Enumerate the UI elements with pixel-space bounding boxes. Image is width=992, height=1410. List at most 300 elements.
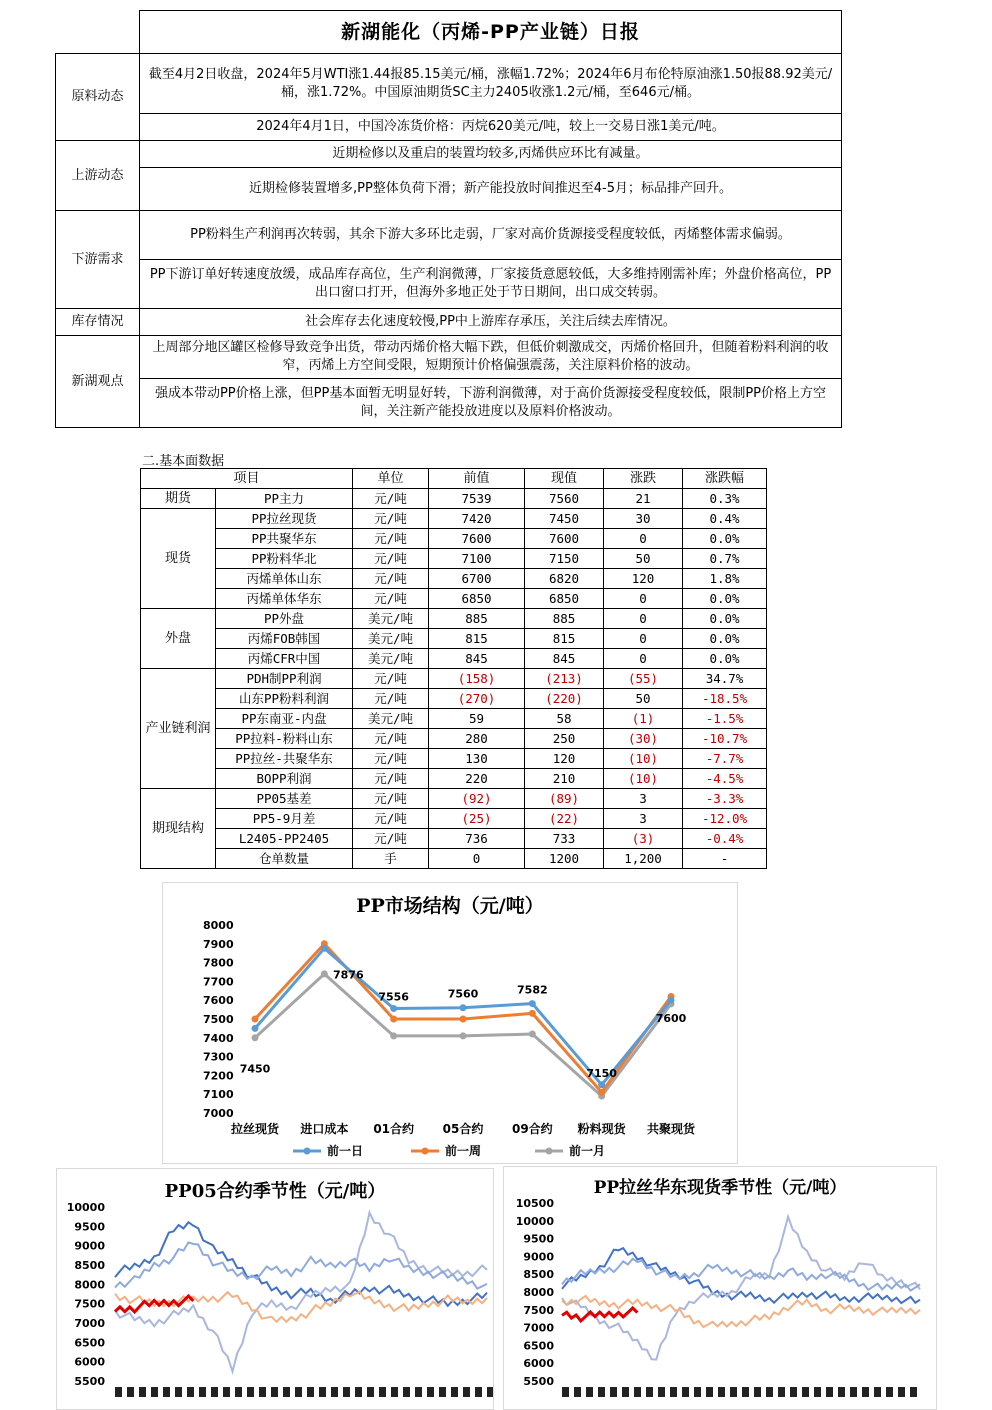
- header-unit: 单位: [353, 469, 429, 489]
- group-label: 期现结构: [141, 789, 216, 869]
- row-prev: 7420: [429, 509, 525, 529]
- y-tick-label: 7000: [523, 1321, 554, 1335]
- row-prev: (270): [429, 689, 525, 709]
- y-tick-label: 7300: [203, 1050, 234, 1064]
- row-unit: 元/吨: [353, 809, 429, 829]
- row-unit: 元/吨: [353, 569, 429, 589]
- table-row: [141, 729, 767, 749]
- table-row: [141, 749, 767, 769]
- row-prev: 7539: [429, 489, 525, 509]
- y-tick-label: 8000: [74, 1278, 105, 1292]
- row-change: (55): [604, 669, 683, 689]
- row-curr: (89): [525, 789, 604, 809]
- x-tick-mark: [271, 1387, 278, 1397]
- x-tick-mark: [151, 1387, 158, 1397]
- row-prev: 845: [429, 649, 525, 669]
- x-tick-mark: [790, 1387, 797, 1397]
- x-tick-label: 粉料现货: [577, 1122, 626, 1136]
- data-label: 7600: [655, 1012, 687, 1026]
- table-header-row: [141, 469, 767, 489]
- y-tick-label: 8500: [74, 1259, 105, 1272]
- y-tick-label: 8000: [523, 1286, 554, 1299]
- x-tick-mark: [862, 1387, 869, 1397]
- row-change: 3: [604, 809, 683, 829]
- series-point: [668, 997, 675, 1004]
- y-tick-label: 9000: [523, 1250, 554, 1264]
- row-change-pct: -: [683, 849, 767, 869]
- x-tick-mark: [187, 1387, 194, 1397]
- x-tick-label: 09合约: [511, 1122, 553, 1136]
- series-point: [390, 1005, 397, 1012]
- row-change-pct: -1.5%: [683, 709, 767, 729]
- x-tick-mark: [814, 1387, 821, 1397]
- row-change-pct: -10.7%: [683, 729, 767, 749]
- group-label: 期货: [141, 489, 216, 509]
- legend-swatch-point: [304, 1148, 311, 1155]
- x-tick-mark: [463, 1387, 470, 1397]
- row-unit: 元/吨: [353, 749, 429, 769]
- row-prev: 59: [429, 709, 525, 729]
- row-unit: 元/吨: [353, 669, 429, 689]
- header-change-pct: 涨跌幅: [683, 469, 767, 489]
- season-line-4: [562, 1308, 637, 1321]
- y-tick-label: 7800: [203, 956, 234, 970]
- row-change: 1,200: [604, 849, 683, 869]
- row-curr: 6820: [525, 569, 604, 589]
- y-tick-label: 6000: [523, 1357, 554, 1371]
- row-change: 120: [604, 569, 683, 589]
- row-curr: 58: [525, 709, 604, 729]
- table-row: [141, 689, 767, 709]
- upstream-text-2: 近期检修装置增多,PP整体负荷下滑；新产能投放时间推迟至4-5月；标品排产回升。: [140, 168, 842, 211]
- row-change: 3: [604, 789, 683, 809]
- x-tick-mark: [415, 1387, 422, 1397]
- series-point: [390, 1016, 397, 1023]
- season-line-2: [115, 1242, 487, 1288]
- x-tick-mark: [427, 1387, 434, 1397]
- x-tick-mark: [115, 1387, 122, 1397]
- row-change: 0: [604, 609, 683, 629]
- x-tick-mark: [718, 1387, 725, 1397]
- x-tick-mark: [874, 1387, 881, 1397]
- row-curr: 210: [525, 769, 604, 789]
- legend-label: 前一日: [327, 1144, 364, 1158]
- y-tick-label: 7600: [203, 994, 234, 1008]
- x-tick-mark: [403, 1387, 410, 1397]
- x-tick-mark: [163, 1387, 170, 1397]
- row-unit: 美元/吨: [353, 629, 429, 649]
- x-tick-mark: [574, 1387, 581, 1397]
- market-structure-plot: [163, 883, 737, 1163]
- row-change-pct: -7.7%: [683, 749, 767, 769]
- fundamentals-section-title: 二.基本面数据: [142, 454, 225, 469]
- data-label: 7150: [586, 1066, 617, 1080]
- y-tick-label: 7000: [203, 1107, 234, 1120]
- row-change: 50: [604, 549, 683, 569]
- row-unit: 元/吨: [353, 529, 429, 549]
- series-point: [460, 1004, 467, 1011]
- y-tick-label: 7400: [203, 1031, 234, 1045]
- row-curr: 7450: [525, 509, 604, 529]
- x-tick-label: 进口成本: [300, 1122, 349, 1136]
- x-tick-mark: [367, 1387, 374, 1397]
- table-row: [141, 569, 767, 589]
- data-label: 7582: [517, 983, 548, 997]
- y-tick-label: 8500: [523, 1268, 554, 1282]
- row-change-pct: -12.0%: [683, 809, 767, 829]
- y-tick-label: 7500: [203, 1013, 234, 1026]
- x-tick-mark: [235, 1387, 242, 1397]
- viewpoint-text-1: 上周部分地区罐区检修导致竞争出货，带动丙烯价格大幅下跌，但低价刺激成交，丙烯价格回升，但随着粉料利润的收窄，丙烯上方空间受限，短期预计价格偏强震荡，关注原料价格的波动。: [140, 336, 842, 379]
- header-curr: 现值: [525, 469, 604, 489]
- x-tick-mark: [754, 1387, 761, 1397]
- row-change-pct: 0.0%: [683, 589, 767, 609]
- x-tick-mark: [319, 1387, 326, 1397]
- x-tick-mark: [766, 1387, 773, 1397]
- row-unit: 元/吨: [353, 489, 429, 509]
- x-tick-mark: [742, 1387, 749, 1397]
- y-tick-label: 10000: [66, 1201, 105, 1214]
- x-tick-mark: [730, 1387, 737, 1397]
- x-tick-mark: [706, 1387, 713, 1397]
- row-curr: 6850: [525, 589, 604, 609]
- x-tick-mark: [586, 1387, 593, 1397]
- x-tick-mark: [658, 1387, 665, 1397]
- row-prev: 0: [429, 849, 525, 869]
- row-prev: 6850: [429, 589, 525, 609]
- row-change: (10): [604, 769, 683, 789]
- pp-raffia-seasonality-chart-title: PP拉丝华东现货季节性（元/吨）: [593, 1178, 847, 1198]
- fundamentals-table: [140, 468, 767, 869]
- pp05-seasonality-chart-title: PP05合约季节性（元/吨）: [164, 1181, 386, 1202]
- x-tick-mark: [562, 1387, 569, 1397]
- row-unit: 手: [353, 849, 429, 869]
- table-row: [141, 709, 767, 729]
- row-curr: 120: [525, 749, 604, 769]
- x-tick-mark: [670, 1387, 677, 1397]
- table-row: [141, 629, 767, 649]
- y-tick-label: 10000: [515, 1214, 554, 1228]
- row-change: (10): [604, 749, 683, 769]
- y-tick-label: 7100: [203, 1088, 234, 1102]
- y-tick-label: 7500: [74, 1297, 105, 1311]
- section-head-viewpoint: 新湖观点: [56, 336, 140, 428]
- row-unit: 元/吨: [353, 689, 429, 709]
- data-label: 7450: [239, 1062, 271, 1076]
- pp05-seasonality-plot: [57, 1169, 493, 1409]
- row-prev: 280: [429, 729, 525, 749]
- row-change: (3): [604, 829, 683, 849]
- x-tick-mark: [259, 1387, 266, 1397]
- y-tick-label: 6500: [523, 1339, 554, 1353]
- data-label: 7560: [447, 987, 479, 1001]
- x-tick-mark: [910, 1387, 917, 1397]
- header-item: 项目: [141, 469, 353, 489]
- row-change: 21: [604, 489, 683, 509]
- y-tick-label: 6000: [74, 1355, 105, 1369]
- x-tick-mark: [622, 1387, 629, 1397]
- row-change: 30: [604, 509, 683, 529]
- row-item: BOPP利润: [216, 769, 353, 789]
- row-unit: 美元/吨: [353, 649, 429, 669]
- daily-report-table: [55, 10, 842, 428]
- legend-label: 前一周: [445, 1144, 482, 1158]
- table-row: [141, 649, 767, 669]
- header-change: 涨跌: [604, 469, 683, 489]
- x-tick-mark: [610, 1387, 617, 1397]
- group-label: 现货: [141, 509, 216, 609]
- row-change-pct: 1.8%: [683, 569, 767, 589]
- y-tick-label: 7900: [203, 937, 234, 951]
- market-structure-chart-title: PP市场结构（元/吨）: [356, 895, 544, 917]
- series-point: [529, 1000, 536, 1007]
- series-point: [460, 1032, 467, 1039]
- series-point: [598, 1089, 605, 1096]
- data-label: 7556: [378, 990, 409, 1004]
- row-change: 0: [604, 589, 683, 609]
- pp05-seasonality-chart: [56, 1168, 494, 1410]
- table-row: [141, 849, 767, 869]
- row-prev: (25): [429, 809, 525, 829]
- section-head-inventory: 库存情况: [56, 309, 140, 336]
- row-change-pct: -18.5%: [683, 689, 767, 709]
- y-tick-label: 7000: [74, 1317, 105, 1330]
- row-change: (1): [604, 709, 683, 729]
- x-tick-mark: [175, 1387, 182, 1397]
- season-line-3: [115, 1292, 487, 1322]
- row-change-pct: 0.0%: [683, 529, 767, 549]
- series-point: [252, 1025, 259, 1032]
- table-row: [141, 609, 767, 629]
- row-item: PP拉丝-共聚华东: [216, 749, 353, 769]
- row-item: PP05基差: [216, 789, 353, 809]
- row-change-pct: 0.3%: [683, 489, 767, 509]
- table-row: [141, 789, 767, 809]
- row-item: PP拉料-粉料山东: [216, 729, 353, 749]
- x-tick-mark: [223, 1387, 230, 1397]
- row-item: PDH制PP利润: [216, 669, 353, 689]
- group-label: 产业链利润: [141, 669, 216, 789]
- x-tick-mark: [886, 1387, 893, 1397]
- x-tick-mark: [850, 1387, 857, 1397]
- x-tick-mark: [127, 1387, 134, 1397]
- row-change: 0: [604, 629, 683, 649]
- row-unit: 元/吨: [353, 589, 429, 609]
- row-prev: 815: [429, 629, 525, 649]
- table-row: [141, 809, 767, 829]
- raw-materials-text-2: 2024年4月1日，中国冷冻货价格：丙烷620美元/吨，较上一交易日涨1美元/吨。: [140, 114, 842, 141]
- inventory-text: 社会库存去化速度较慢,PP中上游库存承压，关注后续去库情况。: [140, 309, 842, 336]
- row-curr: 7560: [525, 489, 604, 509]
- row-unit: 元/吨: [353, 509, 429, 529]
- x-tick-mark: [307, 1387, 314, 1397]
- section-head-upstream: 上游动态: [56, 141, 140, 211]
- row-item: PP粉料华北: [216, 549, 353, 569]
- table-row: [141, 529, 767, 549]
- row-change: (30): [604, 729, 683, 749]
- x-tick-mark: [646, 1387, 653, 1397]
- x-tick-mark: [898, 1387, 905, 1397]
- row-item: 仓单数量: [216, 849, 353, 869]
- group-label: 外盘: [141, 609, 216, 669]
- table-row: [141, 489, 767, 509]
- y-tick-label: 7500: [523, 1303, 554, 1317]
- row-curr: 250: [525, 729, 604, 749]
- table-row: [141, 769, 767, 789]
- row-prev: (92): [429, 789, 525, 809]
- x-tick-mark: [682, 1387, 689, 1397]
- row-item: PP5-9月差: [216, 809, 353, 829]
- row-unit: 元/吨: [353, 729, 429, 749]
- x-tick-mark: [487, 1387, 493, 1397]
- x-tick-mark: [778, 1387, 785, 1397]
- x-tick-mark: [139, 1387, 146, 1397]
- row-curr: (220): [525, 689, 604, 709]
- x-tick-label: 拉丝现货: [230, 1122, 280, 1136]
- x-tick-mark: [391, 1387, 398, 1397]
- row-item: 山东PP粉料利润: [216, 689, 353, 709]
- row-unit: 元/吨: [353, 789, 429, 809]
- row-item: 丙烯单体华东: [216, 589, 353, 609]
- row-curr: 733: [525, 829, 604, 849]
- section-head-raw-materials: 原料动态: [56, 54, 140, 141]
- pp-raffia-seasonality-plot: [504, 1167, 936, 1409]
- row-item: PP共聚华东: [216, 529, 353, 549]
- row-prev: 130: [429, 749, 525, 769]
- x-tick-mark: [343, 1387, 350, 1397]
- row-item: PP拉丝现货: [216, 509, 353, 529]
- row-change: 50: [604, 689, 683, 709]
- row-change-pct: 0.0%: [683, 609, 767, 629]
- row-change-pct: -3.3%: [683, 789, 767, 809]
- row-change-pct: -4.5%: [683, 769, 767, 789]
- series-point: [252, 1034, 259, 1041]
- row-unit: 元/吨: [353, 769, 429, 789]
- upstream-text-1: 近期检修以及重启的装置均较多,丙烯供应环比有减量。: [140, 141, 842, 168]
- y-tick-label: 7700: [203, 975, 234, 989]
- row-curr: (22): [525, 809, 604, 829]
- row-change-pct: 34.7%: [683, 669, 767, 689]
- x-tick-mark: [634, 1387, 641, 1397]
- table-row: [141, 669, 767, 689]
- x-tick-mark: [838, 1387, 845, 1397]
- x-tick-mark: [598, 1387, 605, 1397]
- y-tick-label: 9000: [74, 1239, 105, 1253]
- y-tick-label: 8000: [203, 919, 234, 932]
- pp-raffia-seasonality-chart: [503, 1166, 937, 1410]
- market-structure-chart: [162, 882, 738, 1164]
- x-tick-mark: [295, 1387, 302, 1397]
- row-prev: 885: [429, 609, 525, 629]
- row-change-pct: -0.4%: [683, 829, 767, 849]
- row-prev: 736: [429, 829, 525, 849]
- x-tick-label: 05合约: [442, 1122, 484, 1136]
- series-point: [460, 1016, 467, 1023]
- table-row: [141, 829, 767, 849]
- x-tick-mark: [355, 1387, 362, 1397]
- x-tick-label: 01合约: [373, 1122, 415, 1136]
- row-curr: 7150: [525, 549, 604, 569]
- row-curr: 845: [525, 649, 604, 669]
- x-tick-mark: [694, 1387, 701, 1397]
- y-tick-label: 9500: [74, 1220, 105, 1234]
- x-tick-mark: [331, 1387, 338, 1397]
- series-point: [252, 1016, 259, 1023]
- header-prev: 前值: [429, 469, 525, 489]
- y-tick-label: 6500: [74, 1336, 105, 1350]
- row-item: PP主力: [216, 489, 353, 509]
- row-item: PP东南亚-内盘: [216, 709, 353, 729]
- x-tick-label: 共聚现货: [646, 1122, 696, 1136]
- report-title: 新湖能化（丙烯-PP产业链）日报: [140, 11, 842, 54]
- row-curr: (213): [525, 669, 604, 689]
- season-line-0: [115, 1222, 487, 1306]
- series-point: [390, 1032, 397, 1039]
- row-prev: 6700: [429, 569, 525, 589]
- y-tick-label: 5500: [523, 1375, 554, 1388]
- row-change-pct: 0.4%: [683, 509, 767, 529]
- x-tick-mark: [826, 1387, 833, 1397]
- data-label: 7876: [333, 968, 364, 982]
- row-change-pct: 0.0%: [683, 649, 767, 669]
- row-change: 0: [604, 529, 683, 549]
- x-tick-mark: [283, 1387, 290, 1397]
- x-tick-mark: [439, 1387, 446, 1397]
- viewpoint-text-2: 强成本带动PP价格上涨，但PP基本面暂无明显好转，下游利润微薄，对于高价货源接受程度较低，限制PP价格上方空间，关注新产能投放进度以及原料价格波动。: [140, 379, 842, 428]
- row-change-pct: 0.0%: [683, 629, 767, 649]
- series-point: [529, 1010, 536, 1017]
- x-tick-mark: [802, 1387, 809, 1397]
- legend-label: 前一月: [569, 1144, 606, 1158]
- row-curr: 1200: [525, 849, 604, 869]
- downstream-text-2: PP下游订单好转速度放缓，成品库存高位，生产利润微薄，厂家接货意愿较低，大多维持刚需补库；外盘价格高位，PP出口窗口打开，但海外多地正处于节日期间，出口成交转弱。: [140, 260, 842, 309]
- x-tick-mark: [379, 1387, 386, 1397]
- row-unit: 美元/吨: [353, 709, 429, 729]
- series-point: [598, 1081, 605, 1088]
- row-change-pct: 0.7%: [683, 549, 767, 569]
- row-curr: 7600: [525, 529, 604, 549]
- raw-materials-text-1: 截至4月2日收盘，2024年5月WTI涨1.44报85.15美元/桶，涨幅1.72%；2024年6月布伦特原油涨1.50报88.92美元/桶，涨1.72%。中国原油期货SC主力2405收涨1.2元/桶，至646元/桶。: [140, 54, 842, 114]
- season-line-3: [562, 1296, 920, 1327]
- section-head-downstream: 下游需求: [56, 211, 140, 309]
- x-tick-mark: [247, 1387, 254, 1397]
- y-tick-label: 7200: [203, 1069, 234, 1083]
- row-prev: 7100: [429, 549, 525, 569]
- series-point: [321, 970, 328, 977]
- y-tick-label: 5500: [74, 1375, 105, 1388]
- table-row: [141, 509, 767, 529]
- row-prev: (158): [429, 669, 525, 689]
- table-row: [141, 549, 767, 569]
- row-item: 丙烯单体山东: [216, 569, 353, 589]
- row-item: L2405-PP2405: [216, 829, 353, 849]
- series-point: [529, 1031, 536, 1038]
- x-tick-mark: [475, 1387, 482, 1397]
- x-tick-mark: [199, 1387, 206, 1397]
- legend-swatch-point: [422, 1148, 429, 1155]
- row-prev: 220: [429, 769, 525, 789]
- season-line-1: [115, 1213, 487, 1372]
- row-unit: 美元/吨: [353, 609, 429, 629]
- row-change: 0: [604, 649, 683, 669]
- x-tick-mark: [211, 1387, 218, 1397]
- table-row: [141, 589, 767, 609]
- y-tick-label: 10500: [515, 1197, 554, 1210]
- row-item: 丙烯CFR中国: [216, 649, 353, 669]
- legend-swatch-point: [546, 1148, 553, 1155]
- y-tick-label: 9500: [523, 1232, 554, 1246]
- row-item: PP外盘: [216, 609, 353, 629]
